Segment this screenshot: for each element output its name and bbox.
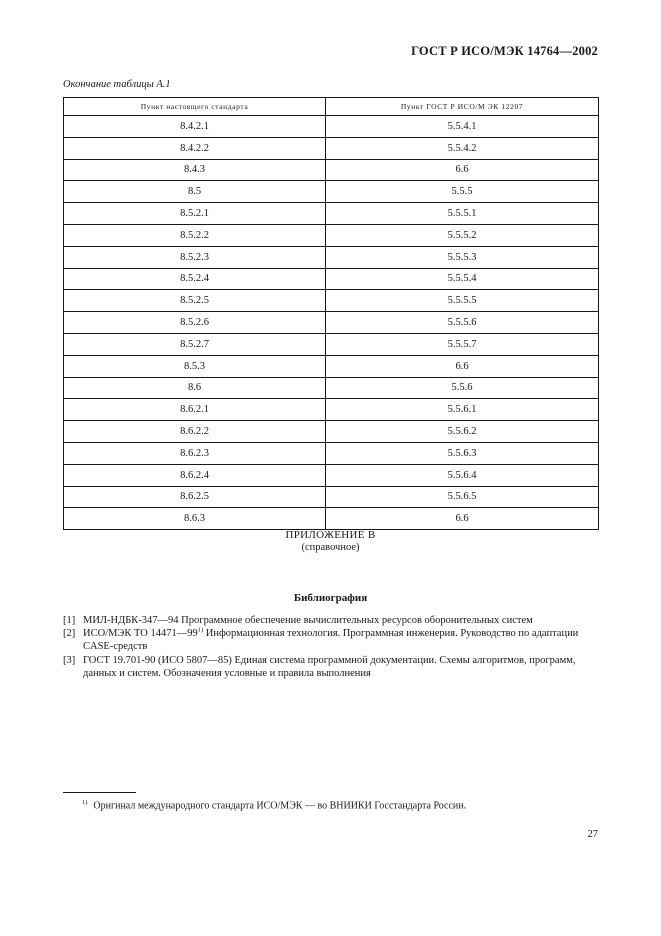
clause-this-standard-cell: 8.6.2.2 <box>64 421 326 443</box>
table-row <box>64 224 599 246</box>
table-row <box>64 333 599 355</box>
clause-this-standard-cell: 8.5.2.6 <box>64 312 326 334</box>
clause-this-standard-cell: 8.6.2.4 <box>64 464 326 486</box>
footnote-text: Оригинал международного стандарта ИСО/МЭК — во ВНИИКИ Госстандарта России. <box>93 800 467 812</box>
table-row <box>64 464 599 486</box>
clause-gost-12207-cell: 5.5.6.1 <box>326 399 599 421</box>
table-row <box>64 486 599 508</box>
clause-this-standard-cell: 8.5.2.7 <box>64 333 326 355</box>
clause-gost-12207-cell: 6.6 <box>326 508 599 530</box>
table-caption: Окончание таблицы А.1 <box>63 79 171 90</box>
footnote-mark: 1) <box>82 799 88 806</box>
clause-gost-12207-cell: 5.5.5.6 <box>326 312 599 334</box>
clause-gost-12207-cell: 5.5.6.2 <box>326 421 599 443</box>
page-number: 27 <box>587 829 598 840</box>
clause-this-standard-cell: 8.5.3 <box>64 355 326 377</box>
footnote-reference-mark: 1) <box>197 626 204 634</box>
clause-this-standard-cell: 8.4.2.2 <box>64 137 326 159</box>
annex-title: ПРИЛОЖЕНИЕ В <box>285 529 376 541</box>
clause-this-standard-cell: 8.5.2.5 <box>64 290 326 312</box>
bibliography-title: Библиография <box>293 592 368 604</box>
clause-gost-12207-cell: 5.5.6.5 <box>326 486 599 508</box>
table-row <box>64 181 599 203</box>
clause-this-standard-cell: 8.6.2.5 <box>64 486 326 508</box>
table-row <box>64 312 599 334</box>
clause-gost-12207-cell: 5.5.5.7 <box>326 333 599 355</box>
table-row <box>64 246 599 268</box>
bibliography-entry-text: МИЛ-НДБК-347—94 Программное обеспечение вычислительных ресурсов оборонительных систем <box>83 615 533 626</box>
clause-gost-12207-cell: 5.5.5 <box>326 181 599 203</box>
table-row <box>64 268 599 290</box>
table-row <box>64 399 599 421</box>
bibliography-entry-number: [1] <box>63 615 76 626</box>
clause-gost-12207-cell: 5.5.6.3 <box>326 442 599 464</box>
table-row <box>64 508 599 530</box>
clause-this-standard-cell: 8.6.3 <box>64 508 326 530</box>
table-row <box>64 159 599 181</box>
clause-gost-12207-cell: 5.5.5.5 <box>326 290 599 312</box>
column-header-this-standard: Пункт настоящего стандарта <box>64 98 326 116</box>
clause-gost-12207-cell: 5.5.5.3 <box>326 246 599 268</box>
clause-gost-12207-cell: 5.5.5.2 <box>326 224 599 246</box>
clause-this-standard-cell: 8.5.2.1 <box>64 203 326 225</box>
clause-gost-12207-cell: 5.5.5.1 <box>326 203 599 225</box>
table-row <box>64 137 599 159</box>
column-header-gost-12207: Пункт ГОСТ Р ИСО/М ЭК 12207 <box>326 98 599 116</box>
clause-this-standard-cell: 8.4.3 <box>64 159 326 181</box>
annex-subtitle: (справочное) <box>301 542 360 553</box>
clause-this-standard-cell: 8.5.2.3 <box>64 246 326 268</box>
bibliography-entry-text-continued: Информационная технология. Программная инженерия. Руководство по адаптации CASE-средств <box>83 628 579 653</box>
clause-gost-12207-cell: 6.6 <box>326 159 599 181</box>
table-row <box>64 377 599 399</box>
clause-this-standard-cell: 8.5 <box>64 181 326 203</box>
bibliography-entry <box>63 614 599 627</box>
bibliography-entry-number: [3] <box>63 654 76 666</box>
table-header-row <box>64 98 599 116</box>
clause-this-standard-cell: 8.4.2.1 <box>64 116 326 138</box>
clause-gost-12207-cell: 5.5.6.4 <box>326 464 599 486</box>
table-row <box>64 203 599 225</box>
clause-this-standard-cell: 8.6 <box>64 377 326 399</box>
document-header: ГОСТ Р ИСО/МЭК 14764—2002 <box>411 44 598 58</box>
clause-gost-12207-cell: 6.6 <box>326 355 599 377</box>
table-row <box>64 355 599 377</box>
bibliography-entry <box>63 654 599 680</box>
table-body <box>64 116 599 530</box>
footnote-separator <box>63 792 136 793</box>
clause-gost-12207-cell: 5.5.6 <box>326 377 599 399</box>
clause-this-standard-cell: 8.5.2.2 <box>64 224 326 246</box>
clause-this-standard-cell: 8.6.2.3 <box>64 442 326 464</box>
footnote <box>82 799 466 811</box>
bibliography-entry-text: ГОСТ 19.701-90 (ИСО 5807—85) Единая система программной документации. Схемы алгоритмов, программ, данных и систем. Обозначения условные и правила выполнения <box>83 654 576 679</box>
bibliography-entry <box>63 627 599 653</box>
mapping-table <box>63 97 599 530</box>
bibliography-entry-number: [2] <box>63 628 76 640</box>
clause-this-standard-cell: 8.5.2.4 <box>64 268 326 290</box>
bibliography-entry-text: ИСО/МЭК ТО 14471—99 <box>83 628 198 640</box>
table-row <box>64 290 599 312</box>
clause-this-standard-cell: 8.6.2.1 <box>64 399 326 421</box>
clause-gost-12207-cell: 5.5.4.2 <box>326 137 599 159</box>
bibliography-list <box>63 614 599 680</box>
table-row <box>64 442 599 464</box>
clause-gost-12207-cell: 5.5.4.1 <box>326 116 599 138</box>
table-row <box>64 116 599 138</box>
clause-gost-12207-cell: 5.5.5.4 <box>326 268 599 290</box>
table-row <box>64 421 599 443</box>
